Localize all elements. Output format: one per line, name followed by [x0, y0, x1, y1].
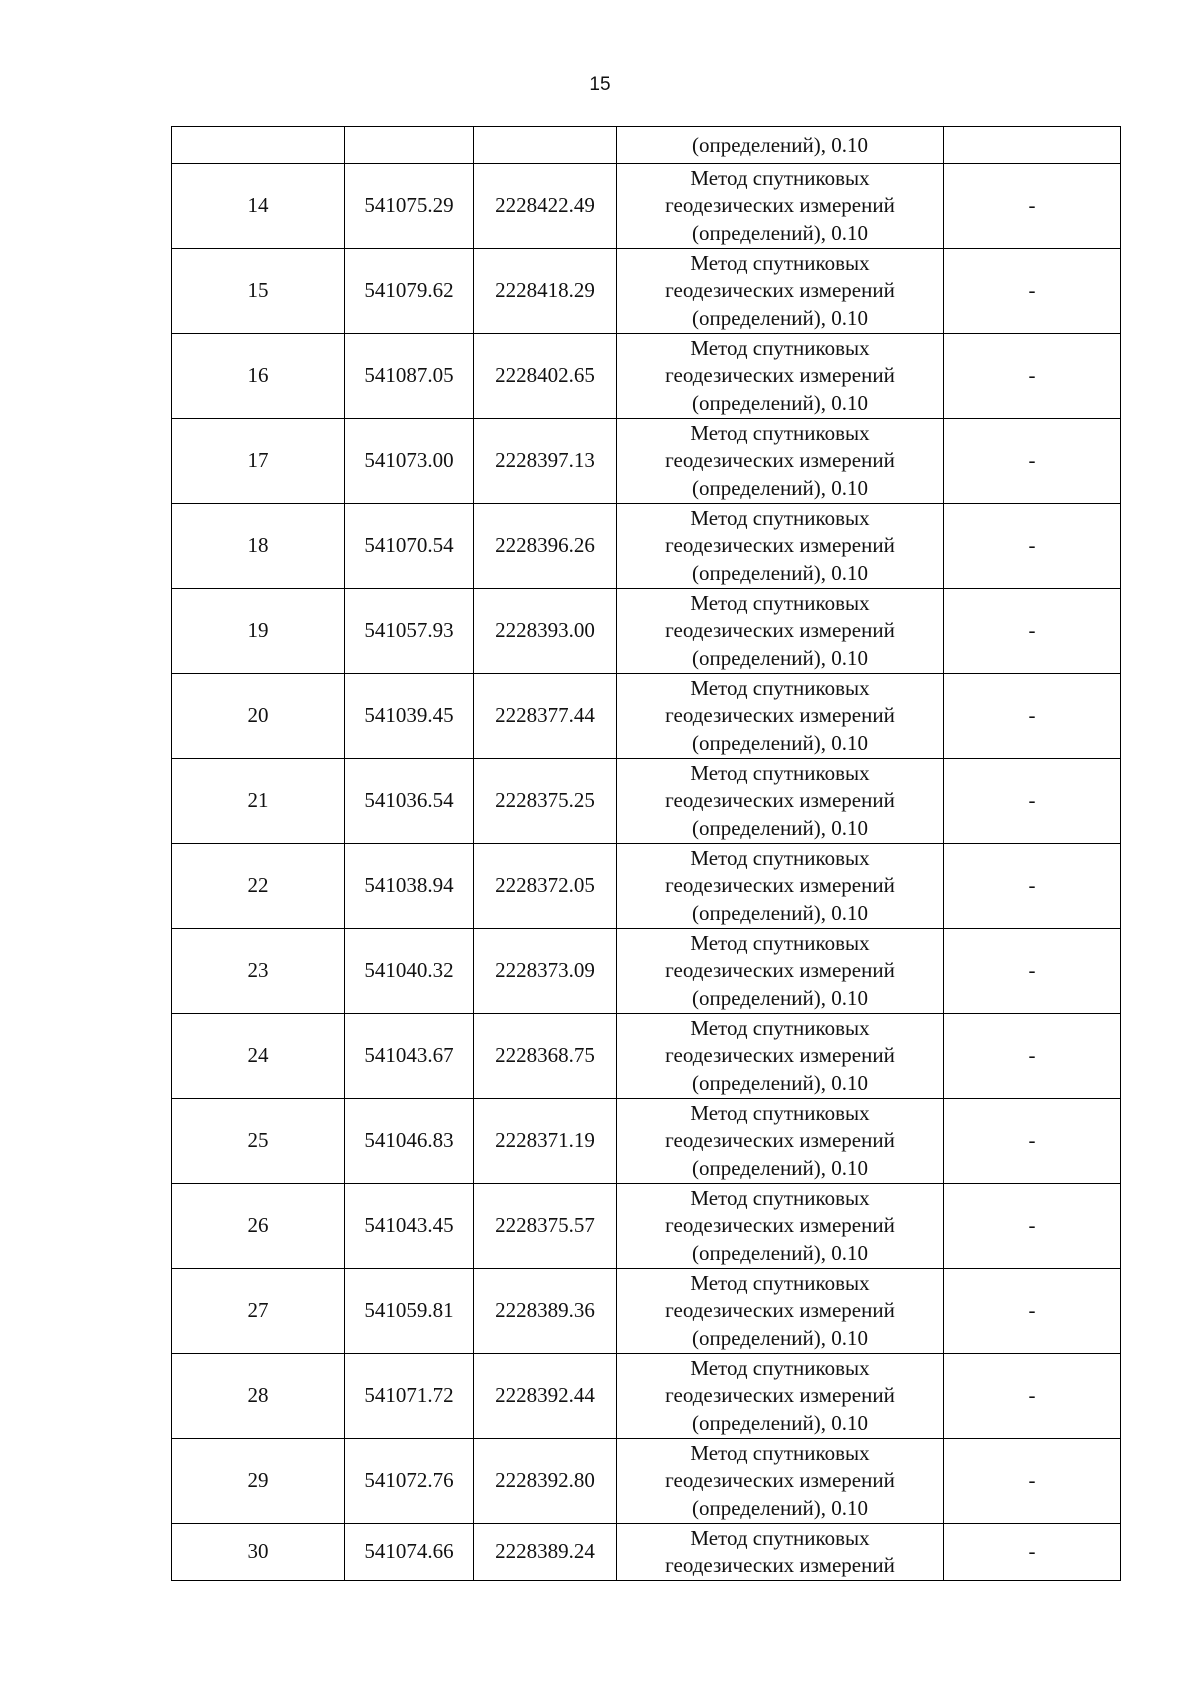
point-number-cell: 29: [172, 1439, 345, 1524]
method-line-2: геодезических измерений: [665, 193, 895, 218]
extra-cell: -: [944, 929, 1121, 1014]
y-coordinate-cell: 2228393.00: [474, 589, 617, 674]
method-line-1: Метод спутниковых: [690, 1440, 870, 1465]
x-coordinate-cell: 541072.76: [345, 1439, 474, 1524]
y-coordinate-cell: 2228371.19: [474, 1099, 617, 1184]
y-coordinate-cell: 2228373.09: [474, 929, 617, 1014]
point-number-cell: 23: [172, 929, 345, 1014]
point-number-cell: 16: [172, 334, 345, 419]
method-cell: [617, 674, 944, 759]
method-line-1: Метод спутниковых: [690, 1355, 870, 1380]
method-cell: [617, 334, 944, 419]
table-row: [172, 1184, 1121, 1269]
method-line-1: Метод спутниковых: [690, 1015, 870, 1040]
method-line-2: геодезических измерений: [665, 703, 895, 728]
y-coordinate-cell: [474, 127, 617, 164]
method-cell: [617, 759, 944, 844]
point-number-cell: 14: [172, 164, 345, 249]
method-line-3: (определений), 0.10: [691, 815, 869, 840]
method-line-3: (определений), 0.10: [691, 985, 869, 1010]
table-row: [172, 1014, 1121, 1099]
method-line-1: Метод спутниковых: [690, 1270, 870, 1295]
y-coordinate-cell: 2228418.29: [474, 249, 617, 334]
x-coordinate-cell: 541038.94: [345, 844, 474, 929]
method-line-1: Метод спутниковых: [690, 930, 870, 955]
table-row: [172, 504, 1121, 589]
table-row: [172, 589, 1121, 674]
method-line-3: (определений), 0.10: [691, 645, 869, 670]
x-coordinate-cell: 541043.67: [345, 1014, 474, 1099]
coordinates-table: [171, 126, 1121, 1581]
method-cell: [617, 1354, 944, 1439]
point-number-cell: 22: [172, 844, 345, 929]
method-line-3: (определений), 0.10: [691, 305, 869, 330]
y-coordinate-cell: 2228372.05: [474, 844, 617, 929]
method-line-1: Метод спутниковых: [690, 1525, 870, 1550]
table-row: [172, 1524, 1121, 1581]
method-line-2: геодезических измерений: [665, 1383, 895, 1408]
point-number-cell: 24: [172, 1014, 345, 1099]
extra-cell: -: [944, 1184, 1121, 1269]
extra-cell: -: [944, 249, 1121, 334]
method-cell: [617, 1269, 944, 1354]
method-line-1: Метод спутниковых: [690, 760, 870, 785]
x-coordinate-cell: 541075.29: [345, 164, 474, 249]
extra-cell: -: [944, 1439, 1121, 1524]
method-line-2: геодезических измерений: [665, 788, 895, 813]
y-coordinate-cell: 2228375.25: [474, 759, 617, 844]
method-line-1: Метод спутниковых: [690, 845, 870, 870]
point-number-cell: 25: [172, 1099, 345, 1184]
method-line-1: Метод спутниковых: [690, 1100, 870, 1125]
extra-cell: -: [944, 334, 1121, 419]
x-coordinate-cell: 541040.32: [345, 929, 474, 1014]
extra-cell: -: [944, 504, 1121, 589]
x-coordinate-cell: 541070.54: [345, 504, 474, 589]
method-line-1: Метод спутниковых: [690, 590, 870, 615]
y-coordinate-cell: 2228397.13: [474, 419, 617, 504]
method-line-1: Метод спутниковых: [690, 505, 870, 530]
method-cell: (определений), 0.10: [617, 127, 944, 164]
method-line-3: (определений), 0.10: [691, 1325, 869, 1350]
table-row: [172, 334, 1121, 419]
point-number-cell: 27: [172, 1269, 345, 1354]
method-line-1: Метод спутниковых: [690, 420, 870, 445]
method-cell: [617, 1524, 944, 1581]
table-row: [172, 1269, 1121, 1354]
point-number-cell: 17: [172, 419, 345, 504]
extra-cell: -: [944, 844, 1121, 929]
method-line-1: Метод спутниковых: [690, 335, 870, 360]
extra-cell: -: [944, 1099, 1121, 1184]
method-line-1: Метод спутниковых: [690, 250, 870, 275]
method-line-2: геодезических измерений: [665, 1553, 895, 1577]
method-line-2: геодезических измерений: [665, 873, 895, 898]
x-coordinate-cell: 541073.00: [345, 419, 474, 504]
page-number: 15: [589, 74, 611, 95]
extra-cell: -: [944, 1014, 1121, 1099]
x-coordinate-cell: 541071.72: [345, 1354, 474, 1439]
method-line-3: (определений), 0.10: [691, 220, 869, 245]
x-coordinate-cell: 541036.54: [345, 759, 474, 844]
point-number-cell: [172, 127, 345, 164]
method-line-2: геодезических измерений: [665, 1043, 895, 1068]
method-line-3: (определений), 0.10: [691, 730, 869, 755]
method-line-3: (определений), 0.10: [691, 1070, 869, 1095]
method-line-2: геодезических измерений: [665, 1298, 895, 1323]
method-cell: [617, 929, 944, 1014]
table-row: [172, 1099, 1121, 1184]
table-row-continued: [172, 127, 1121, 164]
extra-cell: -: [944, 1269, 1121, 1354]
y-coordinate-cell: 2228396.26: [474, 504, 617, 589]
point-number-cell: 18: [172, 504, 345, 589]
y-coordinate-cell: 2228389.36: [474, 1269, 617, 1354]
point-number-cell: 21: [172, 759, 345, 844]
method-line-2: геодезических измерений: [665, 1128, 895, 1153]
table-row: [172, 759, 1121, 844]
y-coordinate-cell: 2228392.44: [474, 1354, 617, 1439]
x-coordinate-cell: 541039.45: [345, 674, 474, 759]
x-coordinate-cell: 541087.05: [345, 334, 474, 419]
method-line-3: (определений), 0.10: [691, 900, 869, 925]
x-coordinate-cell: 541057.93: [345, 589, 474, 674]
table-row: [172, 249, 1121, 334]
method-cell: [617, 1439, 944, 1524]
point-number-cell: 26: [172, 1184, 345, 1269]
method-cell: [617, 589, 944, 674]
point-number-cell: 19: [172, 589, 345, 674]
method-cell: [617, 844, 944, 929]
y-coordinate-cell: 2228392.80: [474, 1439, 617, 1524]
method-line-2: геодезических измерений: [665, 448, 895, 473]
method-cell: [617, 249, 944, 334]
extra-cell: -: [944, 1524, 1121, 1581]
x-coordinate-cell: 541074.66: [345, 1524, 474, 1581]
extra-cell: -: [944, 1354, 1121, 1439]
y-coordinate-cell: 2228422.49: [474, 164, 617, 249]
method-line-3: (определений), 0.10: [691, 390, 869, 415]
table-row: [172, 929, 1121, 1014]
y-coordinate-cell: 2228377.44: [474, 674, 617, 759]
method-line-3: (определений), 0.10: [691, 1495, 869, 1520]
extra-cell: -: [944, 759, 1121, 844]
x-coordinate-cell: 541059.81: [345, 1269, 474, 1354]
point-number-cell: 28: [172, 1354, 345, 1439]
x-coordinate-cell: [345, 127, 474, 164]
method-line-3: (определений), 0.10: [691, 1410, 869, 1435]
method-line-1: Метод спутниковых: [690, 1185, 870, 1210]
method-line-3: (определений), 0.10: [691, 1155, 869, 1180]
method-line-2: геодезических измерений: [665, 958, 895, 983]
method-cell: [617, 164, 944, 249]
method-line-2: геодезических измерений: [665, 1213, 895, 1238]
extra-cell: [944, 127, 1121, 164]
extra-cell: -: [944, 674, 1121, 759]
table-row: [172, 164, 1121, 249]
method-line-2: геодезических измерений: [665, 363, 895, 388]
method-line-3: (определений), 0.10: [691, 475, 869, 500]
table-row: [172, 844, 1121, 929]
method-cell: [617, 1014, 944, 1099]
table-row: [172, 674, 1121, 759]
x-coordinate-cell: 541043.45: [345, 1184, 474, 1269]
y-coordinate-cell: 2228402.65: [474, 334, 617, 419]
table-row: [172, 1439, 1121, 1524]
point-number-cell: 20: [172, 674, 345, 759]
method-line-1: Метод спутниковых: [690, 675, 870, 700]
method-cell: [617, 1184, 944, 1269]
y-coordinate-cell: 2228389.24: [474, 1524, 617, 1581]
method-line-2: геодезических измерений: [665, 278, 895, 303]
x-coordinate-cell: 541046.83: [345, 1099, 474, 1184]
extra-cell: -: [944, 419, 1121, 504]
point-number-cell: 15: [172, 249, 345, 334]
method-cell: [617, 1099, 944, 1184]
method-line-2: геодезических измерений: [665, 618, 895, 643]
method-line-2: геодезических измерений: [665, 1468, 895, 1493]
y-coordinate-cell: 2228368.75: [474, 1014, 617, 1099]
table-row: [172, 1354, 1121, 1439]
extra-cell: -: [944, 589, 1121, 674]
point-number-cell: 30: [172, 1524, 345, 1581]
x-coordinate-cell: 541079.62: [345, 249, 474, 334]
table-row: [172, 419, 1121, 504]
extra-cell: -: [944, 164, 1121, 249]
method-line-3: (определений), 0.10: [691, 1240, 869, 1265]
method-line-3: (определений), 0.10: [691, 560, 869, 585]
method-line-2: геодезических измерений: [665, 533, 895, 558]
y-coordinate-cell: 2228375.57: [474, 1184, 617, 1269]
method-cell: [617, 504, 944, 589]
method-line-1: Метод спутниковых: [690, 165, 870, 190]
method-cell: [617, 419, 944, 504]
